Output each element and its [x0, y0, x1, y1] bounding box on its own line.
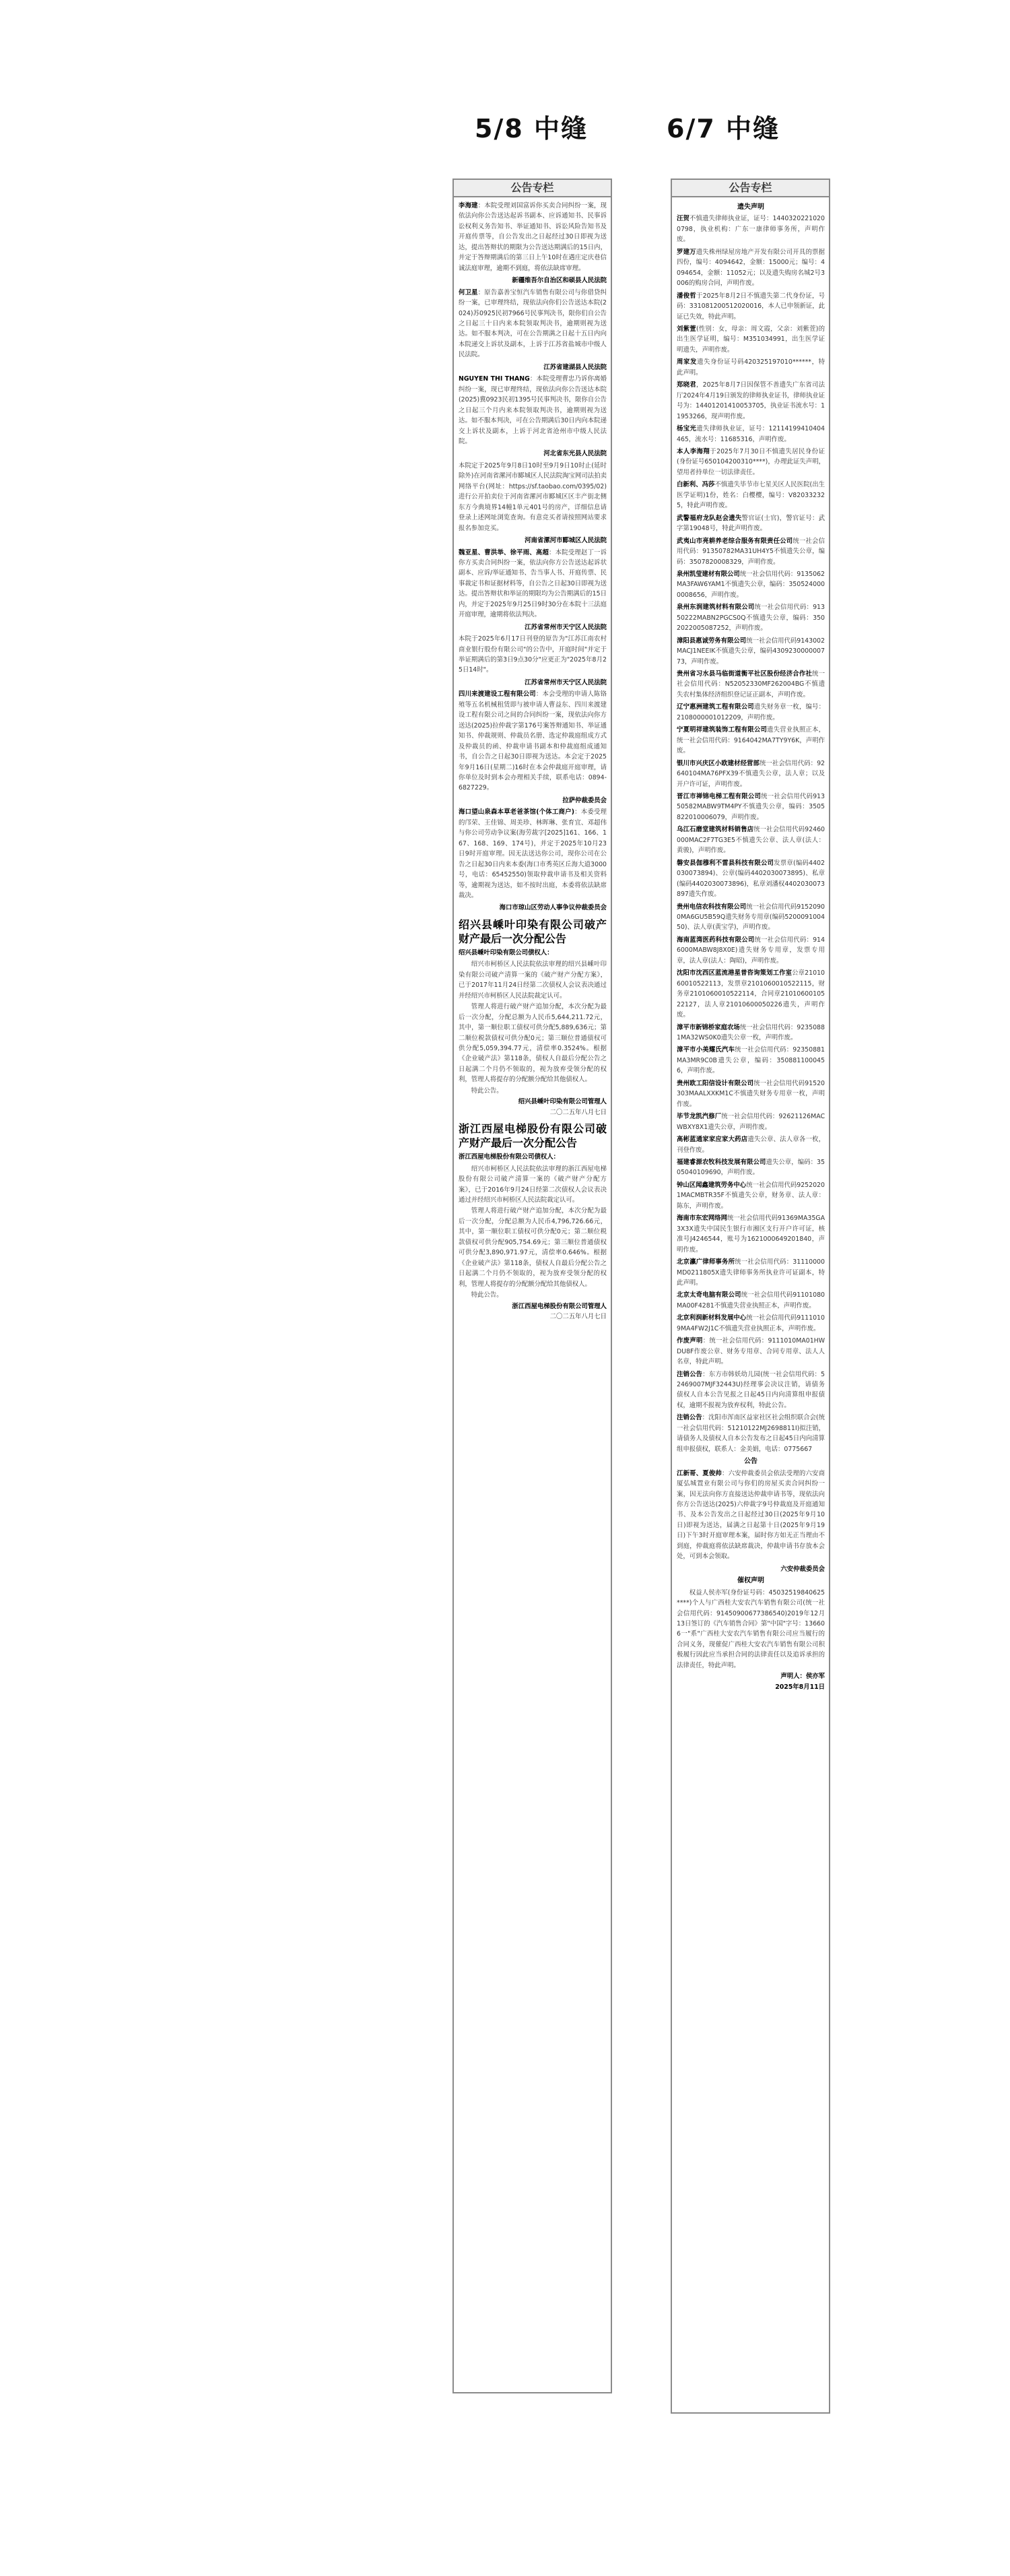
notice-text: 于2025年7月30日不慎遗失居民身份证(身份证号650104200310****)，办理此证失声明，望用者持单位一切法律责任。 — [677, 447, 825, 476]
notice-text: ：本委受理的邝荣、王佳锦、周美珍、林晖琳、张育宜、邓超伟与你公司劳动争议案(海劳裁字[2025]161、166、167、168、169、174号)，并定于2025年10月23日9时开庭审理。因无法送达你公司，现你公司在公告之日起30日内来本委(海口市秀英区丘海大道3000号，电话：65452550)领取仲裁申请书及相关资料等，逾期视为送达，如不按时出庭，本委将依法缺席裁决。 — [459, 808, 607, 899]
notice-text: 遗失身份证号码420325197010******，特此声明。 — [677, 358, 825, 377]
notice-issuer: 拉萨仲裁委员会 — [562, 796, 607, 804]
notice-issuer: 江苏省常州市天宁区人民法院 — [525, 678, 607, 686]
notice-text: 统一社会信用代码：91350222MABN2PGCS0Q不慎遗失公章，编码：3502022005087252，声明作废。 — [677, 604, 825, 633]
notice-item — [677, 602, 825, 633]
notice-text: ：六安仲裁委员会依法受理的六安商厦弘城置业有限公司与你们的房屋买卖合同纠纷一案，因无法向你方直接送达仲裁申请书等，现依法向你方公告送达(2025)六仲裁字9号仲裁庭及开庭通知书、及本公告发出之日起经过30日(2025年9月10日)即视为送达，届满之日起第十日(2025年9月19日)下午3时开庭审理本案，届时你方如无正当理由不到庭，仲裁庭将依法缺席裁决，仲裁申请书存放本会处，可到本会领取。 — [677, 1469, 825, 1561]
bankruptcy-notice-paragraph: 特此公告。 — [471, 1291, 503, 1299]
notice-text: 遗失律师执业证，证号：12114199410404465，流水号：11685316，声明作废。 — [677, 425, 825, 443]
notice-text: 统一社会信用代码：31110000MD0211805X遗失律师事务所执业许可证副本，特此声明。 — [677, 1258, 825, 1287]
notice-text: 统一社会信用代码9143002MACJ1NEEIK不慎遗失公章，编码430923000000773，声明作废。 — [677, 637, 825, 666]
notice-text: ：东方市韩妖幼儿园(统一社会信用代码：52469007MJF32443U)经理事会决议注销，请债务债权人自本公告见报之日起45日内向清算组申报债权，逾期不报视为放弃权利，特此公告。 — [677, 1370, 825, 1409]
notice-party-name: 北京太奇电脑有限公司 — [677, 1291, 741, 1299]
notice-item — [677, 513, 825, 534]
notice-text: ：本院受理赵丁一诉你方买卖合同纠纷一案，依法向你方公告送达起诉状副本、应诉/举证通知书、告当事人书、开庭传票、民事裁定书和证据材料等，自公告之日起30日即视为送达。提出答辩状和举证的期限均为公告期满后的15日内，并定于2025年9月25日9时30分在本院十三法庭开庭审理，逾期将依法判决。 — [459, 548, 607, 619]
notice-text: 遗失公章，编码：3505040109690，声明作废。 — [677, 1158, 825, 1177]
right-notice-column — [671, 179, 830, 2414]
notice-item — [677, 1290, 825, 1311]
notice-text: 统一社会信用代码：9146000MABW8J8X0E)遗失财务专用章，发票专用章，法人章(法人：陶昭)，声明作废。 — [677, 936, 825, 965]
notice-item — [677, 247, 825, 289]
loss-notices-heading: 遗失声明 — [737, 203, 764, 211]
notice-item — [677, 759, 825, 790]
notice-text: 遗失株州绿屋房地产开发有限公司开具的票据四份，编号：4094642，金额：15000元；编号：4094654，金额：11052元；以及遗失购房名城2号3006的购房合同，声明作废。 — [677, 248, 825, 288]
announcement-heading: 公告 — [744, 1458, 758, 1466]
notice-item — [459, 634, 607, 676]
claim-signature: 声明人：侯亦军 — [780, 1673, 825, 1681]
right-column-header: 公告专栏 — [672, 180, 829, 197]
notice-text: 统一社会信用代码91350582MABW9TM4PY不慎遗失公章，编码：3505822010006079，声明作废。 — [677, 793, 825, 821]
notice-item — [677, 1469, 825, 1562]
notice-item — [677, 1213, 825, 1255]
notice-text: 统一社会信用代码91101080MA00F4281不慎遗失营业执照正本，声明作废。 — [677, 1291, 825, 1310]
page-label-left: 5/8 中缝 — [475, 114, 588, 143]
notice-text: 警官证(士官)，警官证号：武字第19048号，特此声明作废。 — [677, 514, 825, 533]
bankruptcy-notice-paragraph: 管理人将进行破产财产追加分配，本次分配为最后一次分配，分配总额为人民币4,796,726.66元，其中，第一顺位职工债权可供分配0元；第二顺位税款债权可供分配905,754.69元；第三顺位普通债权可供分配3,890,971.97元，清偿率0.646%。根据《企业破产法》第118条，债权人自最后分配公告之日起满二个月仍不领取的，视为放弃受领分配的权利，管理人将提存的分配额分配给其他债权人。 — [459, 1207, 607, 1288]
notice-text: 统一社会信用代码：91350782MA31UH4Y5不慎遗失公章，编码：3507820008329，声明作废。 — [677, 537, 825, 566]
notice-party-name: 贵州电信农科技有限公司 — [677, 903, 747, 911]
notice-text: 统一社会信用代码：92350881MA3MR9C0B遗失公章，编码：3508811000456，声明作废。 — [677, 1046, 825, 1075]
claim-heading: 催权声明 — [737, 1577, 764, 1585]
notice-item — [459, 201, 607, 273]
notice-party-name: 武警福府龙队赵会遗失 — [677, 514, 742, 522]
notice-issuer: 海口市琼山区劳动人事争议仲裁委员会 — [499, 904, 607, 912]
notice-party-name: 宁夏明祥建筑装饰工程有限公司 — [677, 726, 768, 734]
notice-party-name: 何卫星 — [459, 288, 478, 296]
notice-item — [677, 935, 825, 966]
notice-party-name: 漳平市新锦桥家庭农场 — [677, 1023, 740, 1031]
notice-item — [459, 461, 607, 534]
notice-text: 统一社会信用代码91369MA35GA3X3X遗失中国民生银行市湘区支行开户许可证，核准号J4246544，账号为1621000649201840，声明作废。 — [677, 1215, 825, 1254]
notice-item — [677, 825, 825, 856]
notice-text: (性别：女，母亲：周文霞，父亲：刘紫萱)的出生医学证明，编号：M351034991，出生医学证明遗失，声明作废。 — [677, 325, 825, 354]
claim-date: 2025年8月11日 — [775, 1683, 825, 1691]
notice-item — [677, 1336, 825, 1367]
notice-party-name: 注销公告 — [677, 1414, 702, 1422]
notice-text: 统一社会信用代码：9135062MA3FAW6YAM1不慎遗失公章，编码：3505240000008656，声明作废。 — [677, 570, 825, 599]
notice-text: ：原告嘉善宝恒汽车销售有限公司与你借贷纠纷一案，已审理终结，现依法向你们公告送达本院(2024)苏0925民初7966号民事判决书，限你们自公告之日起三十日内来本院领取判决书，逾期则视为送达。如不服本判决，可在公告期满之日起十五日内向本院递交上诉状及副本，上诉于江苏省盐城市中级人民法院。 — [459, 288, 607, 359]
notice-item — [677, 636, 825, 667]
notice-party-name: 汪贺 — [677, 215, 689, 223]
notice-party-name: 注销公告 — [677, 1370, 703, 1378]
notice-text: 不慎遗失律师执业证，证号：14403202210200798，执业机构：广东一康律师事务所，声明作废。 — [677, 215, 825, 244]
notice-text: 遗失财务章一枚，编号：2108000001012209，声明作废。 — [677, 703, 825, 721]
notice-item — [677, 380, 825, 422]
notice-item — [677, 1134, 825, 1155]
notice-text: 统一社会信用代码91520900MA6GU5B59Q遗失财务专用章(编码520009100450)、法人章(黄宝学)，声明作废。 — [677, 903, 825, 932]
notice-text: 统一社会信用代码91520303MAALXXKM1C不慎遗失财务专用章一枚，声明作废。 — [677, 1079, 825, 1108]
left-column-header: 公告专栏 — [454, 180, 611, 197]
notice-party-name: 漳阳县惠诚劳务有限公司 — [677, 637, 747, 645]
notice-item — [677, 447, 825, 478]
notice-text: 统一社会信用代码：92621126MACWBXY8X1遗失公章，声明作废。 — [677, 1113, 825, 1131]
notice-item — [677, 569, 825, 600]
notice-party-name: 罗建万 — [677, 248, 696, 256]
notice-item — [677, 1180, 825, 1211]
notice-text: ：沈阳市浑南区益家社区社会组织联合会(统一社会信用代码：51210122MJ2698811I)拟注销，请债务人及债权人自本公告发布之日起45日内向清算组申报债权，联系人：金美娟，电话：0775667 — [677, 1414, 825, 1453]
notice-item — [677, 902, 825, 933]
notice-party-name: 李海建 — [459, 202, 478, 210]
notice-text: 遗失公章、法人章各一枚，刊登作废。 — [677, 1136, 825, 1154]
notice-text: 统一社会信用代码：92640104MA76PFX39不慎遗失公章，法人章；以及开户许可证，声明作废。 — [677, 759, 825, 788]
notice-text: 统一社会信用代码91110109MA4FW2J1C不慎遗失营业执照正本，声明作废。 — [677, 1314, 825, 1332]
notice-item — [677, 858, 825, 900]
notice-text: ：本会受理的申请人陈铬殖等五名机械租赁即与被申请人曹益东、四川来渡建设工程有限公司之间的合同纠纷一案，现依法向你方送达(2025)拉仲裁字第176号案答辩通知书、举证通知书、仲裁规则、仲裁员名册、选定仲裁庭组成方式及仲裁员的函、仲裁申请书副本和仲裁庭组成通知书，自公告之日起30日即视为送达。本会定于2025年9月16日(星期二)16时在本会仲裁庭开庭审理，请你单位及时到本会办理相关手续，联系电话：0894-6827229。 — [459, 690, 607, 792]
bankruptcy-notice-date: 二〇二五年八月七日 — [549, 1108, 607, 1116]
notice-item — [677, 1370, 825, 1411]
notice-item — [677, 424, 825, 445]
notice-party-name: 白新利、冯莎 — [677, 481, 715, 489]
notice-party-name: 海南蓝湾医药科技有限公司 — [677, 936, 755, 944]
bankruptcy-notice-paragraph: 绍兴市柯桥区人民法院依法审理的绍兴县嵊叶印染有限公司破产清算一案的《破产财产分配方案》，已于2017年11月24日经第二次债权人会议表决通过并经绍兴市柯桥区人民法院裁定认可。 — [459, 961, 607, 1000]
announcement-signature: 六安仲裁委员会 — [780, 1565, 825, 1573]
notice-party-name: 作废声明 — [677, 1337, 703, 1345]
notice-item — [459, 288, 607, 360]
notice-item — [677, 669, 825, 700]
notice-item — [677, 968, 825, 1020]
notice-text: ：本院受理曹忠乃诉你离婚纠纷一案，现已审理终结，现依法向你公告送达本院(2025)冀0923民初1395号民事判决书，限你自公告之日起三个月内来本院领取判决书，逾期则视为送达。如不服本判决，可在公告期满后30日内向本院递交上诉状及副本，上诉于河北省沧州市中级人民法院。 — [459, 375, 607, 445]
right-column-body — [672, 197, 829, 1696]
notice-party-name: 海口望山泉森本草老爸茶馆(个体工商户) — [459, 808, 574, 816]
bankruptcy-notice-paragraph: 特此公告。 — [471, 1087, 503, 1095]
notice-issuer: 河北省东光县人民法院 — [543, 450, 607, 458]
bankruptcy-notice-title: 浙江西屋电梯股份有限公司破产财产最后一次分配公告 — [459, 1122, 607, 1150]
notice-party-name: 武夷山市亮耕养老综合服务有限责任公司 — [677, 537, 793, 545]
bankruptcy-notice-signature: 浙江西屋电梯股份有限公司管理人 — [512, 1302, 607, 1310]
notice-item — [677, 1023, 825, 1043]
notice-item — [677, 480, 825, 511]
notice-text: 发票章(编码4402030073894)、公章(编码4402030073895)、私章(编码4402030073896)，私章刘潘权4402030073897遗失作废。 — [677, 859, 825, 899]
notice-text: ，2025年8月7日因保管不善遗失广东省司法厅2024年4月19日颁发的律师执业证书，律师执业证号为：14401201410053705，执业证书流水号：11953266，现声明作废。 — [677, 381, 825, 420]
bankruptcy-notice-signature: 绍兴县嵊叶印染有限公司管理人 — [518, 1098, 607, 1106]
notice-text: 公章2101060010522113，发票章2101060010522115，财务章2101060010522114，合同章2101060010522127，法人章21010600050226遗失，声明作废。 — [677, 969, 825, 1019]
notice-item — [677, 1257, 825, 1288]
left-notice-column — [452, 179, 612, 2393]
notice-issuer: 新疆维吾尔自治区和硕县人民法院 — [512, 277, 607, 285]
notice-party-name: 杨宝光 — [677, 425, 697, 433]
notice-party-name: 北京利润新材料发展中心 — [677, 1314, 747, 1322]
notice-party-name: 辽宁惠洲建筑工程有限公司 — [677, 703, 754, 711]
bankruptcy-notice-date: 二〇二五年八月七日 — [549, 1312, 607, 1320]
notice-party-name: NGUYEN THI THANG — [459, 375, 530, 383]
notice-text: ：本院受理刘国富诉你买卖合同纠纷一案，现依法向你公告送达起诉书副本、应诉通知书、民事诉讼权利义务告知书、举证通知书、诉讼风险告知书及开庭传票等，自公告发出之日起经过30日即视为送达，提出答辩状的期限为公告送达期满后的15日内，并定于答辩期满后的第三日上午10时在遇庄定庆巷信诚法庭审理，逾期不到庭，将依法缺席审理。 — [459, 202, 607, 272]
notice-item — [677, 1313, 825, 1334]
notice-party-name: 周家发 — [677, 358, 698, 366]
notice-party-name: 泉州东润建筑材料有限公司 — [677, 604, 755, 612]
notice-party-name: 魏亚星、曹洪举、徐平雨、高超 — [459, 548, 549, 556]
notice-item — [677, 291, 825, 322]
notice-party-name: 海南市东宏网络网 — [677, 1215, 728, 1223]
notice-item — [677, 702, 825, 723]
notice-item — [677, 324, 825, 355]
notice-item — [459, 374, 607, 447]
notice-text: 统一社会信用代码：92350881MA32WS0K0遗失公章一枚，声明作废。 — [677, 1023, 825, 1041]
notice-party-name: 钟山区闻鑫建筑劳务中心 — [677, 1181, 747, 1189]
notice-text: 本院于2025年6月17日刊登的原告为"江苏江南农村商业银行股份有限公司"的公告中，开庭时间"并定于举证期满后的第3日9点30分"应更正为"2025年8月25日14时"。 — [459, 635, 607, 674]
notice-party-name: 北京瀛广律师事务所 — [677, 1258, 735, 1266]
notice-item — [677, 214, 825, 245]
bankruptcy-notice-addressee: 绍兴县嵊叶印染有限公司债权人： — [459, 948, 553, 957]
notice-item — [677, 1112, 825, 1132]
notice-text: ：统一社会信用代码：9111010MA01HWDU8F作废公章、财务专用章、合同专用章、法人人名章，特此声明。 — [677, 1337, 825, 1366]
notice-item — [677, 536, 825, 567]
notice-party-name: 乌江石磨堂建筑材料销售店 — [677, 826, 754, 834]
bankruptcy-notice-paragraph: 绍兴市柯桥区人民法院依法审理的浙江西屋电梯股份有限公司破产清算一案的《破产财产分配方案》，已于2016年9月24日经第二次债权人会议表决通过并经绍兴市柯桥区人民法院裁定认可。 — [459, 1165, 607, 1204]
notice-text: 于2025年8月2日不慎遗失第二代身份证，号码：331081200512020016，本人已申领新证，此证已失效，特此声明。 — [677, 292, 825, 321]
notice-text: 统一社会信用代码92460000MAC2F7TG3E5不慎遗失公章、法人章(法人：黄骏)，声明作废。 — [677, 826, 825, 855]
notice-issuer: 河南省漯河市郾城区人民法院 — [525, 537, 607, 545]
notice-text: 统一社会信用代码92520201MACMBTR35F不慎遗失公章，财务章、法人章：陈东，声明作废。 — [677, 1181, 825, 1210]
notice-party-name: 福建睿源农牧科技发展有限公司 — [677, 1158, 766, 1166]
notice-item — [459, 807, 607, 901]
notice-party-name: 本人李海翔 — [677, 447, 710, 455]
bankruptcy-notice-paragraph: 管理人将进行破产财产追加分配，本次分配为最后一次分配，分配总额为人民币5,644,211.72元，其中，第一顺位职工债权可供分配5,889,636元；第二顺位税款债权可供分配0元；第三顺位普通债权可供分配5,059,394.77元，清偿率0.3524%。根据《企业破产法》第118条，债权人自最后分配公告之日起满二个月仍不领取的，视为放弃受领分配的权利，管理人将提存的分配额分配给其他债权人。 — [459, 1003, 607, 1084]
notice-party-name: 四川来渡建设工程有限公司 — [459, 690, 536, 699]
page-label-right: 6/7 中缝 — [667, 114, 780, 143]
notice-party-name: 潘俊哲 — [677, 292, 696, 300]
notice-text: 统一社会信用代码：N52052330MF262004BG不慎遗失农村集体经济组织登记证正副本，声明作废。 — [677, 670, 825, 699]
notice-party-name: 贵州欧工阳信设计有限公司 — [677, 1079, 754, 1087]
notice-issuer: 江苏省建湖县人民法院 — [543, 363, 607, 371]
notice-item — [677, 357, 825, 378]
notice-item — [677, 1413, 825, 1454]
notice-party-name: 刘紫萱 — [677, 325, 696, 333]
left-column-body — [454, 197, 611, 1330]
bankruptcy-notice-title: 绍兴县嵊叶印染有限公司破产财产最后一次分配公告 — [459, 917, 607, 945]
notice-party-name: 贵州省习水县马临街道衡平社区股份经济合作社 — [677, 670, 813, 678]
notice-item — [677, 1157, 825, 1178]
notice-item — [677, 1045, 825, 1076]
notice-item — [459, 548, 607, 620]
notice-party-name: 磐安县伽穆利不雷县科技有限公司 — [677, 859, 774, 867]
notice-text: 遗失营业执照正本，统一社会信用代码：9164042MA7TY9Y6K，声明作废。 — [677, 726, 825, 755]
notice-item — [677, 792, 825, 823]
notice-text: 不慎遗失毕节市七星关区人民医院(出生医学证明)1份，姓名：白樱樱，编号：V820332325，特此声明作废。 — [677, 481, 825, 510]
notice-party-name: 泉州凯莹建材有限公司 — [677, 570, 740, 578]
notice-item — [677, 1078, 825, 1109]
notice-party-name: 漳平市小美耀氏汽车 — [677, 1046, 735, 1054]
notice-party-name: 沈阳市沈西区蓝流港星普咨询策划工作室 — [677, 969, 793, 977]
notice-party-name: 晋江市禅锦电梯工程有限公司 — [677, 793, 762, 801]
notice-item — [459, 689, 607, 794]
notice-party-name: 毕节龙凯汽修厂 — [677, 1113, 722, 1121]
notice-text: 本院定于2025年9月8日10时至9月9日10时止(延时除外)在河南省漯河市郾城区人民法院淘宝网司法拍卖网络平台(网址：https://sf.taobao.com/0395/02)进行公开拍卖位于河南省漯河市郾城区区丰产街北侧东方今典境界14幢1单元401号的房产，详细信息请登录上述网址浏览查询。有意竞买者请按照网站要求报名参加竞买。 — [459, 461, 607, 532]
notice-party-name: 银川市兴庆区小欧建材经营部 — [677, 759, 760, 767]
notice-party-name: 郑晓君 — [677, 381, 696, 389]
bankruptcy-notice-addressee: 浙江西屋电梯股份有限公司债权人： — [459, 1153, 560, 1161]
notice-issuer: 江苏省常州市天宁区人民法院 — [525, 623, 607, 631]
notice-party-name: 江新哥、夏俊帅 — [677, 1469, 722, 1477]
claim-text: 权益人侯亦军(身份证号码：45032519840625****)个人与广西桂大安农汽车销售有限公司(统一社会信用代码：91450900677386540)2019年12月13日签订的《汽车销售合同》第"中国"字号：136606一"系"广西桂大安农汽车销售有限公司应当履行的合同义务，现催促广西桂大安农汽车销售有限公司积极履行因此应当承担合同的法律责任以及追诉承担的法律责任，特此声明。 — [677, 1588, 825, 1669]
notice-item — [677, 725, 825, 756]
notice-party-name: 高彬蓝通家家应家大药店 — [677, 1136, 748, 1144]
